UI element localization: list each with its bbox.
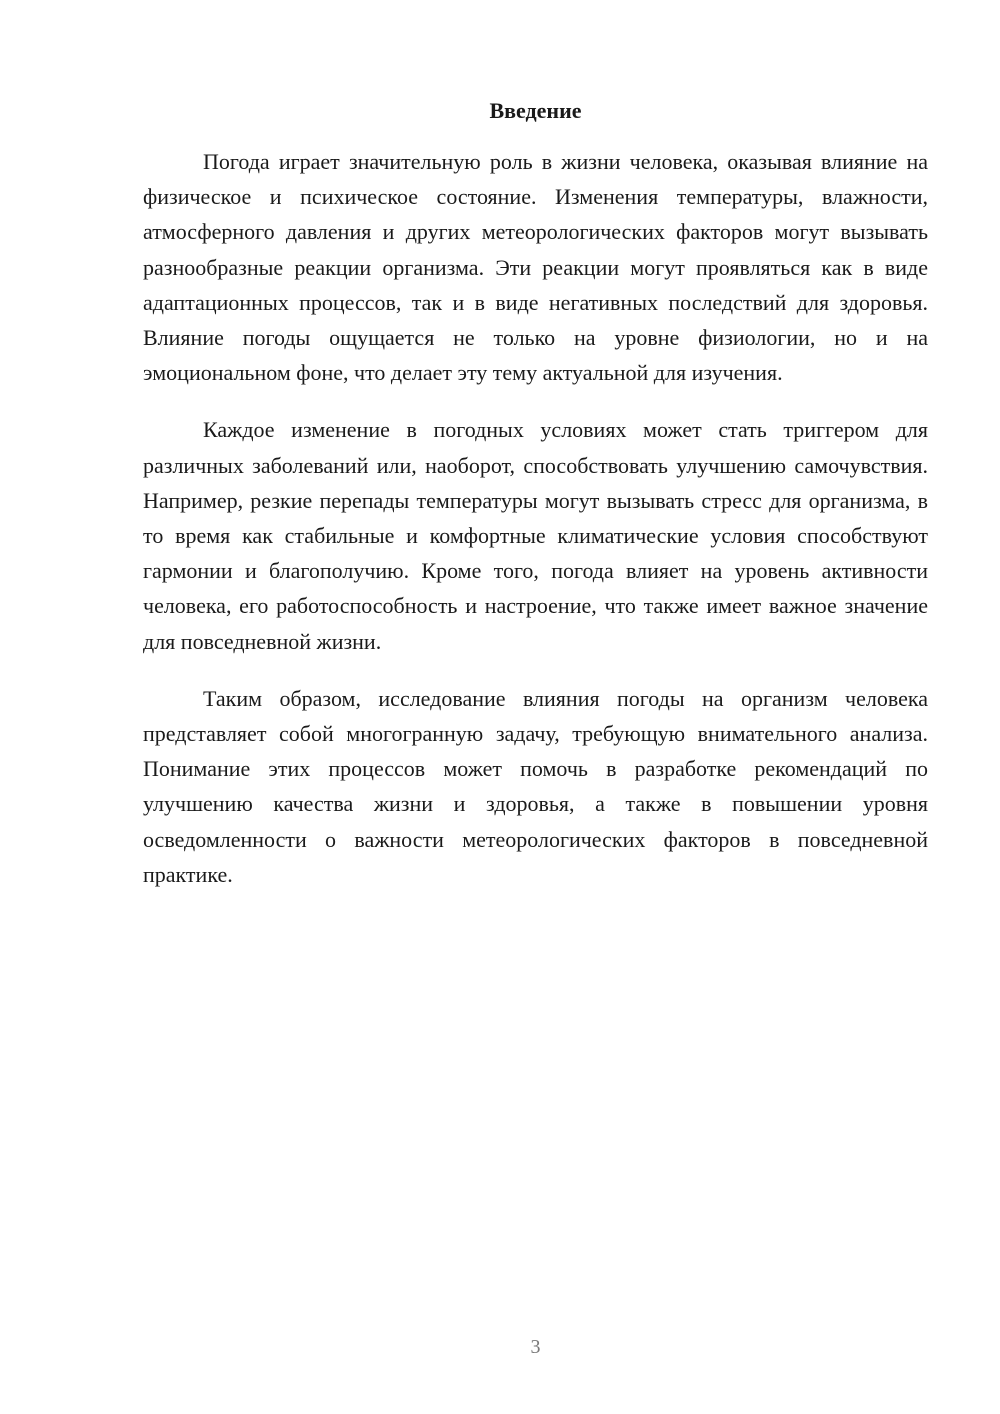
paragraph-1: Погода играет значительную роль в жизни человека, оказывая влияние на физическое и психическое состояние. Изменения температуры, влажности, атмосферного давления и других метеорологических факторов могут вызывать разнообразные реакции организма. Эти реакции могут проявляться как в виде адаптационных процессов, так и в виде негативных последствий для здоровья. Влияние погоды ощущается не только на уровне физиологии, но и на эмоциональном фоне, что делает эту тему актуальной для изучения. [143, 149, 928, 386]
paragraph-3: Таким образом, исследование влияния погоды на организм человека представляет собой многогранную задачу, требующую внимательного анализа. Понимание этих процессов может помочь в разработке рекомендаций по улучшению качества жизни и здоровья, а также в повышении уровня осведомленности о важности метеорологических факторов в повседневной практике. [143, 685, 928, 887]
body-text [143, 144, 928, 914]
page-number: 3 [530, 1336, 541, 1358]
section-title: Введение [489, 98, 582, 123]
paragraph-2: Каждое изменение в погодных условиях может стать триггером для различных заболеваний или, наоборот, способствовать улучшению самочувствия. Например, резкие перепады температуры могут вызывать стресс для организма, в то время как стабильные и комфортные климатические условия способствуют гармонии и благополучию. Кроме того, погода влияет на уровень активности человека, его работоспособность и настроение, что также имеет важное значение для повседневной жизни. [143, 417, 928, 654]
